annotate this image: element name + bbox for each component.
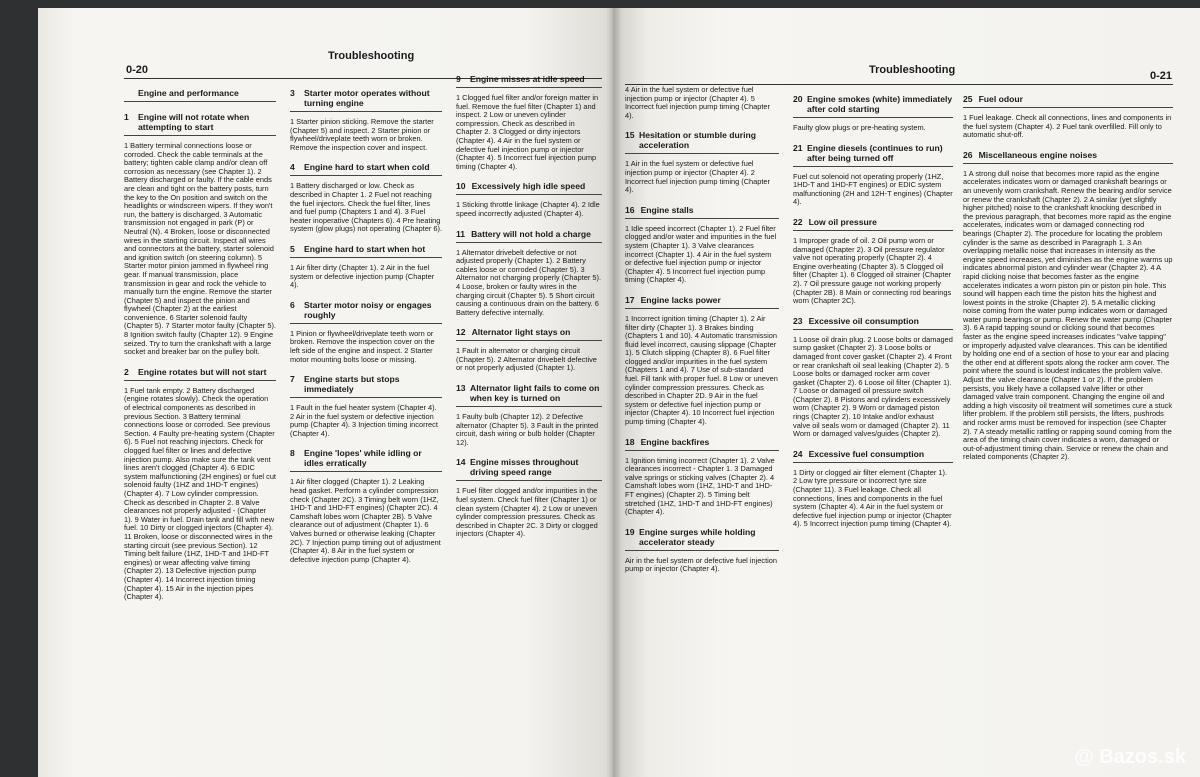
section-body: 1 Sticking throttle linkage (Chapter 4). 2 Idle speed incorrectly adjusted (Chapter 4). [456, 200, 600, 218]
section-17: 17 Engine lacks power 1 Incorrect ignition timing (Chapter 1). 2 Air filter dirty (Chapter 1). 3 Brakes binding (Chapters 1 and 10). 4 Automatic transmission fluid level incorrect, causing slippage (Chapter 1). 5 Clutch slipping (Chapter 8). 6 Fuel filter clogged and/or impurities in the fuel system (Chapters 1 and 4). 7 Use of sub-standard fuel. Fill tank with proper fuel. 8 Low or uneven cylinder compression pressures. Check as described in Chapter 2D. 9 Air in the fuel system or defective fuel injection pump or injector (Chapter 4). 10 Incorrect fuel injection pump timing (Chapter 4). [625, 294, 778, 427]
section-body: 1 Idle speed incorrect (Chapter 1). 2 Fuel filter clogged and/or water and impurities in the fuel system (Chapter 1). 3 Valve clearances incorrect (Chapter 1). 4 Air in the fuel system or defective fuel injection pump or injector (Chapter 4). 5 Incorrect fuel injection pump timing (Chapter 4). [625, 223, 777, 285]
section-title: Engine rotates but will not start [138, 366, 267, 377]
section-5: 5 Engine hard to start when hot 1 Air filter dirty (Chapter 1). 2 Air in the fuel system or defective injection pump (Chapter 4). [290, 244, 442, 290]
section-title: Fuel odour [978, 94, 1023, 104]
section-title: Miscellaneous engine noises [978, 149, 1098, 160]
section-cont [625, 86, 779, 120]
section-19: 19 Engine surges while holding accelerator steady Air in the fuel system or defective fuel injection pump or injector (Chapter 4). [625, 526, 777, 574]
running-title-left: Troubleshooting [328, 50, 415, 62]
left-page [38, 8, 613, 777]
section-title: Starter motor noisy or engages roughly [304, 299, 432, 320]
section-12: 12 Alternator light stays on 1 Fault in alternator or charging circuit (Chapter 5). 2 Alternator drivebelt defective or not properly adjusted (Chapter 1). [456, 327, 602, 373]
left-column-2 [290, 88, 442, 574]
section-title: Engine hard to start when hot [304, 243, 426, 254]
section-body: 1 Air in the fuel system or defective fuel injection pump or injector (Chapter 4). 2 Incorrect fuel injection pump timing (Chapter 4). [625, 159, 771, 195]
section-body: 1 Starter pinion sticking. Remove the starter (Chapter 5) and inspect. 2 Starter pinion or flywheel/driveplate teeth worn or broken. Remove the inspection cover and inspect. [290, 117, 434, 152]
watermark: @ Bazos.sk [1074, 746, 1186, 768]
section-22: 22 Low oil pressure 1 Improper grade of oil. 2 Oil pump worn or damaged (Chapter 2). 3 Oil pressure regulator valve not operating properly (Chapter 2). 4 Engine overheating (Chapter 3). 5 Clogged oil filter (Chapter 1). 6 Clogged oil strainer (Chapter 2). 7 Oil pressure gauge not working properly (Chapter 2B). 8 Main or connecting rod bearings worn (Chapter 2C). [793, 216, 952, 306]
section-6: 6 Starter motor noisy or engages roughly 1 Pinion or flywheel/driveplate teeth worn or broken. Remove the inspection cover on the left side of the engine and inspect. 2 Starter motor mounting bolts loose or missing. [290, 300, 442, 364]
section-body: 1 Fuel filter clogged and/or impurities in the fuel system. Check fuel filter (Chapter 1) or clean system (Chapter 4). 2 Low or uneven cylinder compression pressures. Check as described in Chapter 2C. 3 Dirty or clogged injectors (Chapter 4). [456, 486, 598, 539]
section-body: Air in the fuel system or defective fuel injection pump or injector (Chapter 4). [625, 555, 777, 574]
section-1: 1 Engine will not rotate when attempting to start 1 Battery terminal connections loose or corroded. Check the cable terminals at the battery; tighten cable clamp and/or clean off corrosion as necessary (see Chapter 1). 2 Battery discharged or faulty. If the cable ends are clean and tight on the battery posts, turn the key to the On position and switch on the headlights or windscreen wipers. If they won't run, the battery is discharged. 3 Automatic transmission not engaged in park (P) or Neutral (N). 4 Broken, loose or disconnected wires in the starting circuit. Inspect all wires and connectors at the battery, starter solenoid and ignition switch (on steering column). 5 Starter motor pinion jammed in flywheel ring gear. If manual transmission, place transmission in gear and rock the vehicle to manually turn the engine. Remove the starter (Chapter 5) and inspect the pinion and flywheel (Chapter 2) at the earliest convenience. 6 Starter solenoid faulty (Chapter 5). 7 Starter motor faulty (Chapter 5). 8 Ignition switch faulty (Chapter 12). 9 Engine seized. Try to turn the crankshaft with a large socket and breaker bar on the pulley bolt. [124, 112, 276, 357]
section-2: 2 Engine rotates but will not start 1 Fuel tank empty. 2 Battery discharged (engine rotates slowly). Check the operation of electrical components as described in previous Section. 3 Battery terminal connections loose or corroded. See previous Section. 4 Faulty pre-heating system (Chapter 6). 5 Fuel not reaching injectors. Check for clogged fuel filter or lines and defective injection pump. Also make sure the tank vent lines aren't clogged (Chapter 4). 6 EDIC system malfunctioning (2H engines) or fuel cut solenoid faulty (1HZ and 1HD-T engines) (Chapter 4). 7 Low cylinder compression. Check as described in Chapter 2. 8 Valve clearances not properly adjusted - (Chapter 1). 9 Water in fuel. Drain tank and fill with new fuel. 10 Dirty or clogged injectors (Chapter 4). 11 Broken, loose or disconnected wires in the starting circuit (see previous Section). 12 Timing belt failure (1HZ, 1HD-T and 1HD-FT engines) or wear affecting valve timing (Chapter 2). 13 Defective injection pump (Chapter 4). 14 Incorrect injection timing (Chapter 4). 15 Air in the injection pipes (Chapter 4). [124, 366, 276, 602]
section-title: Low oil pressure [808, 216, 877, 227]
section-body: 1 Clogged fuel filter and/or foreign matter in fuel. Remove the fuel filter (Chapter 1) and inspect. 2 Low or uneven cylinder compression. Check as described in Chapter 2. 3 Clogged or dirty injectors (Chapter 4). 4 Air in the fuel system or defective fuel injection pump or injector (Chapter 4). 5 Incorrect fuel injection pump timing (Chapter 4). [456, 93, 599, 171]
section-body: 1 Fuel tank empty. 2 Battery discharged (engine rotates slowly). Check the operation of electrical components as described in previous Section. 3 Battery terminal connections loose or corroded. See previous Section. 4 Faulty pre-heating system (Chapter 6). 5 Fuel not reaching injectors. Check for clogged fuel filter or lines and defective injection pump. Also make sure the tank vent lines aren't clogged (Chapter 4). 6 EDIC system malfunctioning (2H engines) or fuel cut solenoid faulty (1HZ and 1HD-T engines) (Chapter 4). 7 Low cylinder compression. Check as described in Chapter 2. 8 Valve clearances not properly adjusted - (Chapter 1). 9 Water in fuel. Drain tank and fill with new fuel. 10 Dirty or clogged injectors (Chapter 4). 11 Broken, loose or disconnected wires in the starting circuit (see previous Section). 12 Timing belt failure (1HZ, 1HD-T and 1HD-FT engines) or wear affecting valve timing (Chapter 2). 13 Defective injection pump (Chapter 4). 14 Incorrect injection timing (Chapter 4). 15 Air in the injection pipes (Chapter 4). [124, 385, 276, 602]
section-body: Faulty glow plugs or pre-heating system. [793, 123, 926, 132]
section-body: 1 Alternator drivebelt defective or not adjusted properly (Chapter 1). 2 Battery cables loose or corroded (Chapter 5). 3 Alternator not charging properly (Chapter 5). 4 Loose, broken or faulty wires in the charging circuit (Chapter 5). 5 Short circuit causing a continuous drain on the battery. 6 Battery defective internally. [456, 247, 602, 317]
section-26: 26 Miscellaneous engine noises 1 A strong dull noise that becomes more rapid as the engine accelerates indicates worn or damaged crankshaft bearings or an unevenly worn crankshaft. Renew the bearing and/or service or renew the crankshaft (Chapter 2). 2 A similar (yet slightly higher pitched) noise to the crankshaft knocking described in the previous paragraph, that becomes more rapid as the engine accelerates, indicates worn or damaged connecting rod bearings (Chapter 2). The procedure for locating the problem cylinder is the same as described in Paragraph 1. 3 An overlapping metallic noise that increases in intensity as the engine speed increases, yet diminishes as the engine warms up indicates abnormal piston and cylinder wear (Chapter 2). 4 A rapid clicking noise that becomes faster as the engine accelerates indicates a worn piston pin or piston pin hole. This sound will happen each time the piston hits the highest and lowest points in the stroke (Chapter 2). 5 A metallic clicking noise coming from the water pump indicates worn or damaged water pump bearings or pump. Renew the water pump (Chapter 3). 6 A rapid tapping sound or clicking sound that becomes faster as the engine speed increases indicates "valve tapping" or improperly adjusted valve clearances. This can be identified by holding one end of a section of hose to your ear and placing the other end at different spots along the rocker arm cover. The point where the sound is loudest indicates the problem valve. Adjust the valve clearance (Chapter 1 or 2). If the problem persists, you likely have a collapsed valve lifter or other damaged valve train component. Changing the engine oil and adding a high viscosity oil treatment will sometimes cure a stuck lifter problem. If the problem still persists, the lifters, pushrods and rocker arms must be removed for inspection (see Chapter 2). 7 A steady metallic rattling or rapping sound coming from the area of the timing chain cover indicates a worn, damaged or out-of-adjustment timing chain. Service or renew the chain and related components (Chapter 2). [963, 149, 1173, 462]
page-number-right: 0-21 [1149, 70, 1172, 82]
section-18: 18 Engine backfires 1 Ignition timing incorrect (Chapter 1). 2 Valve clearances incorrect - Chapter 1. 3 Damaged valve springs or sticking valves (Chapter 2). 4 Camshaft lobes worn (1HZ, 1HD-T and 1HD-FT engines) (Chapter 2). 5 Timing belt stretched (1HZ, 1HD-T and 1HD-FT engines) (Chapter 4). [625, 437, 779, 517]
section-title: Excessively high idle speed [471, 181, 586, 192]
section-title: Engine diesels (continues to run) after being turned off [807, 142, 943, 163]
section-title: Engine hard to start when cold [304, 162, 430, 173]
section-title: Battery will not hold a charge [471, 228, 591, 239]
section-title: Engine 'lopes' while idling or idles erratically [304, 448, 422, 469]
section-title: Starter motor operates without turning engine [304, 88, 430, 108]
section-11: 11 Battery will not hold a charge 1 Alternator drivebelt defective or not adjusted properly (Chapter 1). 2 Battery cables loose or corroded (Chapter 5). 3 Alternator not charging properly (Chapter 5). 4 Loose, broken or faulty wires in the charging circuit (Chapter 5). 5 Short circuit causing a continuous drain on the battery. 6 Battery defective internally. [456, 228, 602, 317]
section-23: 23 Excessive oil consumption 1 Loose oil drain plug. 2 Loose bolts or damaged sump gasket (Chapter 2). 3 Loose bolts or damaged front cover gasket (Chapter 2). 4 Front or rear crankshaft oil seal leaking (Chapter 2). 5 Loose bolts or damaged rocker arm cover gasket (Chapter 2). 6 Loose oil filter (Chapter 1). 7 Loose or damaged oil pressure switch (Chapter 2). 8 Pistons and cylinders excessively worn (Chapter 2). 9 Worn or damaged piston rings (Chapter 2). 10 Intake and/or exhaust valve oil seals worn or damaged (Chapter 2). 11 Worn or damaged valves/guides (Chapter 2). [793, 315, 953, 439]
section-title: Engine surges while holding accelerator steady [639, 526, 756, 547]
section-title: Engine misses throughout driving speed range [470, 457, 579, 478]
right-column-2 [793, 94, 953, 539]
section-title: Engine stalls [640, 204, 694, 215]
section-title: Excessive fuel consumption [808, 448, 925, 459]
section-title: Excessive oil consumption [808, 315, 919, 326]
section-title: Hesitation or stumble during acceleration [639, 130, 756, 151]
section-title: Engine will not rotate when attempting to start [138, 112, 250, 132]
section-title: Alternator light fails to come on when key is turned on [470, 383, 600, 404]
section-21: 21 Engine diesels (continues to run) after being turned off Fuel cut solenoid not operating properly (1HZ, 1HD-T and 1HD-FT engines) or EDIC system malfunctioning (2H and 12H-T engines) (Chapter 4). [793, 142, 953, 207]
section-body: 1 Ignition timing incorrect (Chapter 1). 2 Valve clearances incorrect - Chapter 1. 3 Damaged valve springs or sticking valves (Chapter 2). 4 Camshaft lobes worn (1HZ, 1HD-T and 1HD-FT engines) (Chapter 2). 5 Timing belt stretched (1HZ, 1HD-T and 1HD-FT engines) (Chapter 4). [625, 455, 775, 517]
book-spine [606, 8, 622, 777]
section-0 [124, 88, 276, 102]
section-body: 1 Fuel leakage. Check all connections, lines and components in the fuel system (Chapter 4). 2 Fuel tank overfilled. Fill only to automatic shut-off. [963, 113, 1172, 140]
left-column-1 [124, 88, 276, 612]
section-body: 1 Faulty bulb (Chapter 12). 2 Defective alternator (Chapter 5). 3 Fault in the printed circuit, dash wiring or bulb holder (Chapter 12). [456, 412, 599, 447]
section-body: 4 Air in the fuel system or defective fuel injection pump or injector (Chapter 4). 5 Incorrect fuel injection pump timing (Chapter 4). [625, 85, 771, 120]
section-body: 1 Air filter clogged (Chapter 1). 2 Leaking head gasket. Perform a cylinder compression check (Chapter 2C). 3 Timing belt worn (1HZ, 1HD-T and 1HD-FT engines) (Chapter 2C). 4 Camshaft lobes worn (Chapter 2B). 5 Valve clearance out of adjustment (Chapter 1). 6 Valves burned or otherwise leaking (Chapter 2C). 7 Injection pump timing out of adjustment (Chapter 4). 8 Air in the fuel system or defective injection pump (Chapter 4). [290, 477, 441, 564]
section-3: 3 Starter motor operates without turning engine 1 Starter pinion sticking. Remove the starter (Chapter 5) and inspect. 2 Starter pinion or flywheel/driveplate teeth worn or broken. Remove the inspection cover and inspect. [290, 88, 442, 152]
section-16: 16 Engine stalls 1 Idle speed incorrect (Chapter 1). 2 Fuel filter clogged and/or water and impurities in the fuel system (Chapter 1). 3 Valve clearances incorrect (Chapter 1). 4 Air in the fuel system or defective fuel injection pump or injector (Chapter 4). 5 Incorrect fuel injection pump timing (Chapter 4). [625, 205, 779, 285]
running-title-right: Troubleshooting [869, 64, 956, 76]
section-body: 1 Loose oil drain plug. 2 Loose bolts or damaged sump gasket (Chapter 2). 3 Loose bolts or damaged front cover gasket (Chapter 2). 4 Front or rear crankshaft oil seal leaking (Chapter 2). 5 Loose bolts or damaged rocker arm cover gasket (Chapter 2). 6 Loose oil filter (Chapter 1). 7 Loose or damaged oil pressure switch (Chapter 2). 8 Pistons and cylinders excessively worn (Chapter 2). 9 Worn or damaged piston rings (Chapter 2). 10 Intake and/or exhaust valve oil seals worn or damaged (Chapter 2). 11 Worn or damaged valves/guides (Chapter 2). [793, 334, 953, 439]
section-4: 4 Engine hard to start when cold 1 Battery discharged or low. Check as described in Chapter 1. 2 Fuel not reaching the fuel injectors. Check the fuel filter, lines and fuel pump (Chapters 1 and 4). 3 Fuel heater inoperative (Chapters 6). 4 Pre heating system (glow plugs) not operating (Chapter 6). [290, 162, 442, 234]
section-7: 7 Engine starts but stops immediately 1 Fault in the fuel heater system (Chapter 4). 2 Air in the fuel system or defective injection pump (Chapter 4). 3 Injection timing incorrect (Chapter 4). [290, 374, 442, 438]
section-body: 1 Pinion or flywheel/driveplate teeth worn or broken. Remove the inspection cover on the left side of the engine and inspect. 2 Starter motor mounting bolts loose or missing. [290, 328, 435, 364]
section-title: Engine and performance [138, 88, 239, 98]
section-title: Engine starts but stops immediately [304, 374, 400, 395]
section-14: 14 Engine misses throughout driving speed range 1 Fuel filter clogged and/or impurities in the fuel system. Check fuel filter (Chapter 1) or clean system (Chapter 4). 2 Low or uneven cylinder compression pressures. Check as described in Chapter 2C. 3 Dirty or clogged injectors (Chapter 4). [456, 457, 602, 539]
section-13: 13 Alternator light fails to come on when key is turned on 1 Faulty bulb (Chapter 12). 2 Defective alternator (Chapter 5). 3 Fault in the printed circuit, dash wiring or bulb holder (Chapter 12). [456, 383, 602, 447]
section-15: 15 Hesitation or stumble during acceleration 1 Air in the fuel system or defective fuel injection pump or injector (Chapter 4). 2 Incorrect fuel injection pump timing (Chapter 4). [625, 130, 779, 194]
page-number-left: 0-20 [126, 64, 149, 76]
section-title: Alternator light stays on [471, 327, 571, 338]
section-10: 10 Excessively high idle speed 1 Sticking throttle linkage (Chapter 4). 2 Idle speed incorrectly adjusted (Chapter 4). [456, 181, 602, 218]
section-body: 1 Fault in the fuel heater system (Chapter 4). 2 Air in the fuel system or defective injection pump (Chapter 4). 3 Injection timing incorrect (Chapter 4). [290, 403, 438, 438]
open-manual-spread [38, 8, 1200, 777]
section-body: 1 Air filter dirty (Chapter 1). 2 Air in the fuel system or defective injection pump (Chapter 4). [290, 262, 435, 290]
section-title: Engine lacks power [640, 294, 721, 305]
right-column-3 [963, 94, 1173, 472]
section-title: Engine smokes (white) immediately after cold starting [807, 94, 953, 114]
section-20: 20 Engine smokes (white) immediately after cold starting Faulty glow plugs or pre-heating system. [793, 94, 953, 132]
section-body: Fuel cut solenoid not operating properly (1HZ, 1HD-T and 1HD-FT engines) or EDIC system malfunctioning (2H and 12H-T engines) (Chapter 4). [793, 171, 953, 207]
section-8: 8 Engine 'lopes' while idling or idles erratically 1 Air filter clogged (Chapter 1). 2 Leaking head gasket. Perform a cylinder compression check (Chapter 2C). 3 Timing belt worn (1HZ, 1HD-T and 1HD-FT engines) (Chapter 2C). 4 Camshaft lobes worn (Chapter 2B). 5 Valve clearance out of adjustment (Chapter 1). 6 Valves burned or otherwise leaking (Chapter 2C). 7 Injection pump timing out of adjustment (Chapter 4). 8 Air in the fuel system or defective injection pump (Chapter 4). [290, 448, 441, 564]
left-column-3 [456, 74, 602, 549]
right-page [613, 8, 1200, 777]
section-9: 9 Engine misses at idle speed 1 Clogged fuel filter and/or foreign matter in fuel. Remove the fuel filter (Chapter 1) and inspect. 2 Low or uneven cylinder compression. Check as described in Chapter 2. 3 Clogged or dirty injectors (Chapter 4). 4 Air in the fuel system or defective fuel injection pump or injector (Chapter 4). 5 Incorrect fuel injection pump timing (Chapter 4). [456, 74, 602, 171]
section-body: 1 Fault in alternator or charging circuit (Chapter 5). 2 Alternator drivebelt defective or not properly adjusted (Chapter 1). [456, 346, 597, 373]
section-body: 1 Battery discharged or low. Check as described in Chapter 1. 2 Fuel not reaching the fuel injectors. Check the fuel filter, lines and fuel pump (Chapters 1 and 4). 3 Fuel heater inoperative (Chapters 6). 4 Pre heating system (glow plugs) not operating (Chapter 6). [290, 181, 442, 234]
section-24: 24 Excessive fuel consumption 1 Dirty or clogged air filter element (Chapter 1). 2 Low tyre pressure or incorrect tyre size (Chapter 11). 3 Fuel leakage. Check all connections, lines and components in the fuel system (Chapter 4). 4 Air in the fuel system or defective fuel injection pump or injector (Chapter 4). 5 Incorrect injection pump timing (Chapter 4). [793, 448, 952, 529]
section-title: Engine misses at idle speed [470, 74, 585, 84]
right-column-1 [625, 86, 779, 584]
section-body: 1 Incorrect ignition timing (Chapter 1). 2 Air filter dirty (Chapter 1). 3 Brakes binding (Chapters 1 and 10). 4 Automatic transmission fluid level incorrect, causing slippage (Chapter 1). 5 Clutch slipping (Chapter 8). 6 Fuel filter clogged and/or impurities in the fuel system (Chapters 1 and 4). 7 Use of sub-standard fuel. Fill tank with proper fuel. 8 Low or uneven cylinder compression pressures. Check as described in Chapter 2D. 9 Air in the fuel system or defective fuel injection pump or injector (Chapter 4). 10 Incorrect fuel injection pump timing (Chapter 4). [625, 313, 778, 427]
section-body: 1 Improper grade of oil. 2 Oil pump worn or damaged (Chapter 2). 3 Oil pressure regulator valve not operating properly (Chapter 2). 4 Engine overheating (Chapter 3). 5 Clogged oil filter (Chapter 1). 6 Clogged oil strainer (Chapter 2). 7 Oil pressure gauge not working properly (Chapter 2B). 8 Main or connecting rod bearings worn (Chapter 2C). [793, 235, 952, 306]
section-title: Engine backfires [640, 436, 710, 447]
section-body: 1 A strong dull noise that becomes more rapid as the engine accelerates indicates worn or damaged crankshaft bearings or an unevenly worn crankshaft. Renew the bearing and/or service or renew the crankshaft (Chapter 2). 2 A similar (yet slightly higher pitched) noise to the crankshaft knocking described in the previous paragraph, that becomes more rapid as the engine accelerates, indicates worn or damaged connecting rod bearings (Chapter 2). The procedure for locating the problem cylinder is the same as described in Paragraph 1. 3 An overlapping metallic noise that increases in intensity as the engine speed increases, yet diminishes as the engine warms up indicates abnormal piston and cylinder wear (Chapter 2). 4 A rapid clicking noise that becomes faster as the engine accelerates indicates a worn piston pin or piston pin hole. This sound will happen each time the piston hits the highest and lowest points in the stroke (Chapter 2). 5 A metallic clicking noise coming from the water pump indicates worn or damaged water pump bearings or pump. Renew the water pump (Chapter 3). 6 A rapid tapping sound or clicking sound that becomes faster as the engine speed increases indicates "valve tapping" or improperly adjusted valve clearances. This can be identified by holding one end of a section of hose to your ear and placing the other end at different spots along the rocker arm cover. The point where the sound is loudest indicates the problem valve. Adjust the valve clearance (Chapter 1 or 2). If the problem persists, you likely have a collapsed valve lifter or other damaged valve train component. Changing the engine oil and adding a high viscosity oil treatment will sometimes cure a stuck lifter problem. If the problem still persists, the lifters, pushrods and rocker arms must be removed for inspection (see Chapter 2). 7 A steady metallic rattling or rapping sound coming from the area of the timing chain cover indicates a worn, damaged or out-of-adjustment timing chain. Service or renew the chain and related components (Chapter 2). [963, 168, 1173, 462]
section-body: 1 Dirty or clogged air filter element (Chapter 1). 2 Low tyre pressure or incorrect tyre size (Chapter 11). 3 Fuel leakage. Check all connections, lines and components in the fuel system (Chapter 4). 4 Air in the fuel system or defective fuel injection pump or injector (Chapter 4). 5 Incorrect injection pump timing (Chapter 4). [793, 467, 952, 529]
section-body: 1 Battery terminal connections loose or corroded. Check the cable terminals at the battery; tighten cable clamp and/or clean off corrosion as necessary (see Chapter 1). 2 Battery discharged or faulty. If the cable ends are clean and tight on the battery posts, turn the key to the On position and switch on the headlights or windscreen wipers. If they won't run, the battery is discharged. 3 Automatic transmission not engaged in park (P) or Neutral (N). 4 Broken, loose or disconnected wires in the starting circuit. Inspect all wires and connectors at the battery, starter solenoid and ignition switch (on steering column). 5 Starter motor pinion jammed in flywheel ring gear. If manual transmission, place transmission in gear and rock the vehicle to manually turn the engine. Remove the starter (Chapter 5) and inspect the pinion and flywheel (Chapter 2) at the earliest convenience. 6 Starter solenoid faulty (Chapter 5). 7 Starter motor faulty (Chapter 5). 8 Ignition switch faulty (Chapter 12). 9 Engine seized. Try to turn the crankshaft with a large socket and breaker bar on the pulley bolt. [124, 141, 276, 357]
section-25: 25 Fuel odour 1 Fuel leakage. Check all connections, lines and components in the fuel system (Chapter 4). 2 Fuel tank overfilled. Fill only to automatic shut-off. [963, 94, 1172, 140]
